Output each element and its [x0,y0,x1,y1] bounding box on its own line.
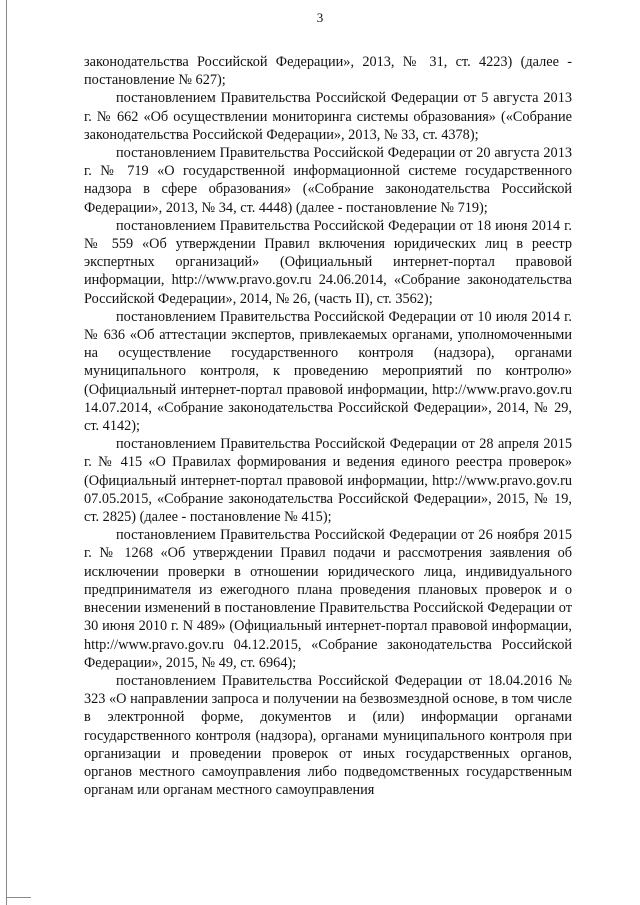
document-body [84,53,572,799]
paragraph-decree-559: постановлением Правительства Российской Федерации от 18 июня 2014 г. № 559 «Об утверждении Правил включения юридических лиц в реестр экспертных организаций» (Официальный интернет-портал правовой информации, http://www.pravo.gov.ru 24.06.2014, «Собрание законодательства Российской Федерации», 2014, № 26, (часть II), ст. 3562); [84,217,572,307]
paragraph-decree-323: постановлением Правительства Российской Федерации от 18.04.2016 № 323 «О направлении запроса и получении на безвозмездной основе, в том числе в электронной форме, документов и (или) информации органами государственного контроля (надзора), органами муниципального контроля при организации и проведении проверок от иных государственных органов, органов местного самоуправления либо подведомственных государственным органам или органам местного самоуправления [84,672,573,799]
paragraph-decree-415: постановлением Правительства Российской Федерации от 28 апреля 2015 г. № 415 «О Правилах формирования и ведения единого реестра проверок» (Официальный интернет-портал правовой информации, http://www.pravo.gov.ru 07.05.2015, «Собрание законодательства Российской Федерации», 2015, № 19, ст. 2825) (далее - постановление № 415); [84,436,572,526]
paragraph-decree-1268: постановлением Правительства Российской Федерации от 26 ноября 2015 г. № 1268 «Об утверждении Правил подачи и рассмотрения заявления об исключении проверки в отношении юридического лица, индивидуального предпринимателя из ежегодного плана проведения плановых проверок и о внесении изменений в постановление Правительства Российской Федерации от 30 июня 2010 г. N 489» (Официальный интернет-портал правовой информации, http://www.pravo.gov.ru 04.12.2015, «Собрание законодательства Российской Федерации», 2015, № 49, ст. 6964); [84,527,572,671]
paragraph-decree-719: постановлением Правительства Российской Федерации от 20 августа 2013 г. № 719 «О государственной информационной системе государственного надзора в сфере образования» («Собрание законодательства Российской Федерации», 2013, № 34, ст. 4448) (далее - постановление № 719); [84,145,572,216]
paragraph-decree-662: постановлением Правительства Российской Федерации от 5 августа 2013 г. № 662 «Об осуществлении мониторинга системы образования» («Собрание законодательства Российской Федерации», 2013, № 33, ст. 4378); [84,90,572,143]
scan-edge-corner [6,897,31,898]
page-number: 3 [316,10,324,25]
paragraph-decree-636: постановлением Правительства Российской Федерации от 10 июля 2014 г. № 636 «Об аттестации экспертов, привлекаемых органами, уполномоченными на осуществление государственного контроля (надзора), органами муниципального контроля, к проведению мероприятий по контролю» (Официальный интернет-портал правовой информации, http://www.pravo.gov.ru 14.07.2014, «Собрание законодательства Российской Федерации», 2014, № 29, ст. 4142); [84,308,572,435]
scan-edge-line [6,0,7,905]
paragraph-continuation: законодательства Российской Федерации», 2013, № 31, ст. 4223) (далее - постановление № 627); [84,54,572,89]
